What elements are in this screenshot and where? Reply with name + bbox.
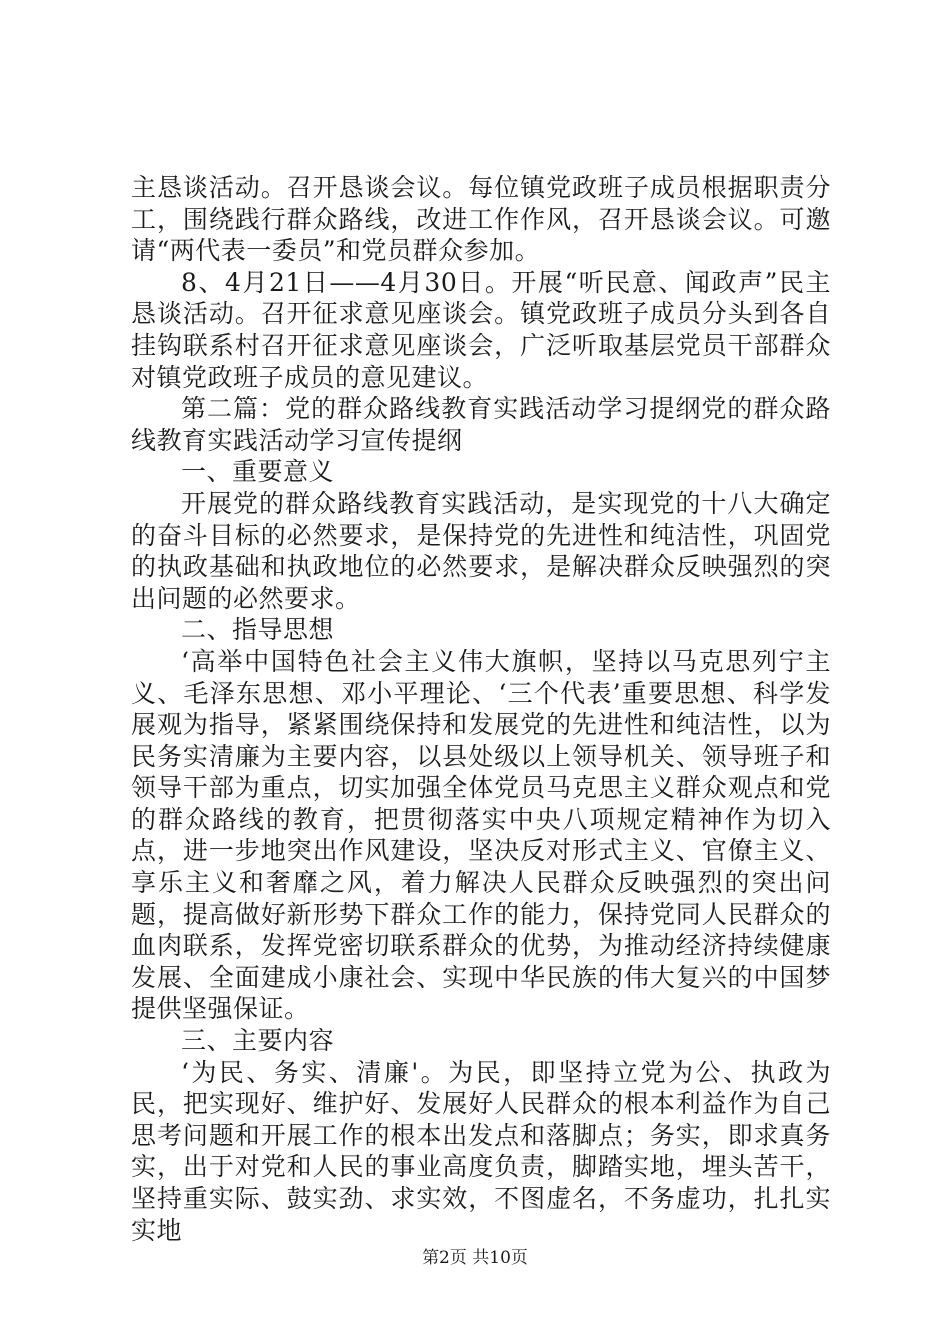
paragraph-guiding-ideology: ‘高举中国特色社会主义伟大旗帜，坚持以马克思列宁主义、毛泽东思想、邓小平理论、‘三个代表’重要思想、科学发展观为指导，紧紧围绕保持和发展党的先进性和纯洁性，以为民务实清廉为主要内容，以县处级以上领导机关、领导班子和领导干部为重点，切实加强全体党员马克思主义群众观点和党的群众路线的教育，把贯彻落实中央八项规定精神作为切入点，进一步地突出作风建设，坚决反对形式主义、官僚主义、享乐主义和奢靡之风，着力解决人民群众反映强烈的突出问题，提高做好新形势下群众工作的能力，保持党同人民群众的血肉联系，发挥党密切联系群众的优势，为推动经济持续健康发展、全面建成小康社会、实现中华民族的伟大复兴的中国梦提供坚强保证。 bbox=[131, 646, 831, 1024]
paragraph-1: 主恳谈活动。召开恳谈会议。每位镇党政班子成员根据职责分工，围绕践行群众路线，改进工作作风，召开恳谈会议。可邀请“两代表一委员”和党员群众参加。 bbox=[131, 173, 831, 266]
heading-significance: 一、重要意义 bbox=[181, 457, 335, 487]
paragraph-significance: 开展党的群众路线教育实践活动，是实现党的十八大确定的奋斗目标的必然要求，是保持党的先进性和纯洁性，巩固党的执政基础和执政地位的必然要求，是解决群众反映强烈的突出问题的必然要求。 bbox=[131, 488, 831, 613]
section-title: 第二篇：党的群众路线教育实践活动学习提纲党的群众路线教育实践活动学习宣传提纲 bbox=[131, 394, 831, 455]
heading-main-content: 三、主要内容 bbox=[181, 1026, 335, 1056]
document-body bbox=[131, 172, 831, 1246]
heading-guiding-ideology: 二、指导思想 bbox=[181, 615, 335, 645]
paragraph-main-content: ‘为民、务实、清廉'。为民，即坚持立党为公、执政为民，把实现好、维护好、发展好人民群众的根本利益作为自己思考问题和开展工作的根本出发点和落脚点；务实，即求真务实，出于对党和人民的事业高度负责，脚踏实地，埋头苦干，坚持重实际、鼓实劲、求实效，不图虚名，不务虚功，扎扎实实地 bbox=[131, 1057, 831, 1245]
paragraph-2: 8、4月21日——4月30日。开展“听民意、闻政声”民主恳谈活动。召开征求意见座谈会。镇党政班子成员分头到各自挂钩联系村召开征求意见座谈会，广泛听取基层党员干部群众对镇党政班子成员的意见建议。 bbox=[131, 267, 831, 392]
page-footer: 第2页 共10页 bbox=[422, 1248, 528, 1268]
